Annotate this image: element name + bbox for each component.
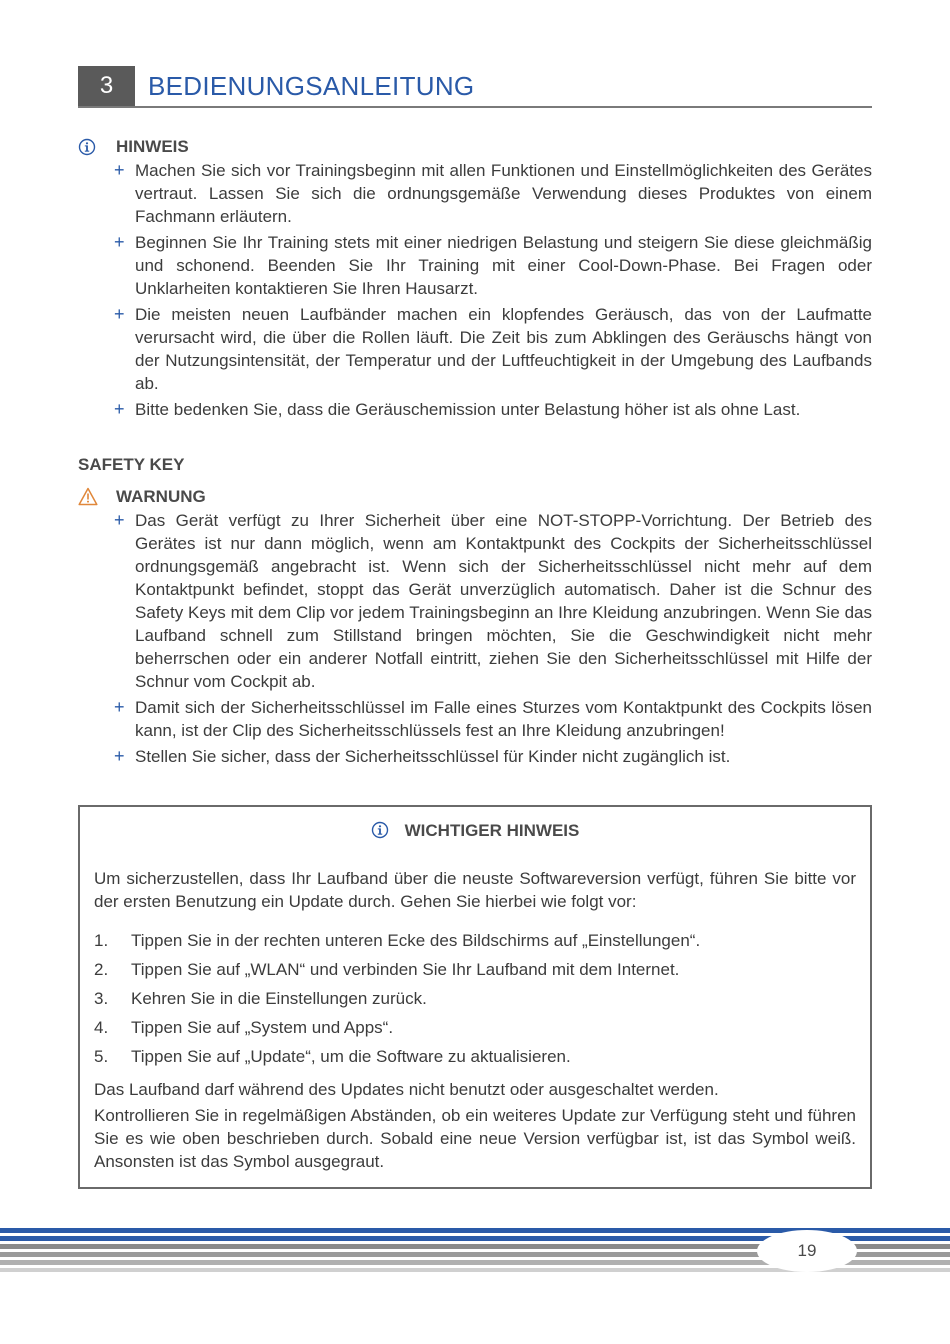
step-item [94,1045,856,1068]
list-item-text: Machen Sie sich vor Trainingsbeginn mit allen Funktionen und Einstellmöglichkeiten des Gerätes vertraut. Lassen Sie sich die ordnungsgemäße Verwendung dieses Produktes von einem Fachmann erläutern. [135,161,872,226]
list-item-text: Bitte bedenken Sie, dass die Geräuschemission unter Belastung höher ist als ohne Last. [135,400,801,419]
step-number: 4. [94,1018,109,1037]
step-number: 1. [94,931,109,950]
step-item [94,929,856,952]
step-number: 5. [94,1047,109,1066]
step-number: 2. [94,960,109,979]
list-item-text: Die meisten neuen Laufbänder machen ein klopfendes Geräusch, das von der Laufmatte verursacht wird, die über die Rollen läuft. Die Zeit bis zum Abklingen des Geräuschs hängt von der Nutzungsintensität, der Temperatur und der Luftfeuchtigkeit in der Umgebung des Laufbands ab. [135,305,872,393]
plus-bullet-icon: + [114,399,125,419]
step-text: Kehren Sie in die Einstellungen zurück. [131,989,427,1008]
hinweis-list [78,159,872,421]
plus-bullet-icon: + [114,160,125,180]
list-item-text: Das Gerät verfügt zu Ihrer Sicherheit über eine NOT-STOPP-Vorrichtung. Der Betrieb des Gerätes ist nur dann möglich, wenn am Kontaktpunkt des Cockpits der Sicherheitsschlüssel ordnungsgemäß angebracht ist. Wenn sich der Sicherheitsschlüssel nicht mehr auf dem Kontaktpunkt befindet, stoppt das Gerät unverzüglich automatisch. Daher ist die Schnur des Safety Keys mit dem Clip vor jedem Trainingsbeginn an Ihre Kleidung anzubringen. Wenn Sie das Laufband schnell zum Stillstand bringen möchten, Sie die Geschwindigkeit nicht mehr beherrschen oder ein anderer Notfall eintritt, ziehen Sie den Sicherheitsschlüssel mit Hilfe der Schnur vom Cockpit ab. [135,511,872,691]
plus-bullet-icon: + [114,304,125,324]
chapter-number: 3 [78,66,135,106]
list-item [78,398,872,421]
safety-key-section [78,453,872,771]
list-item-text: Damit sich der Sicherheitsschlüssel im Falle eines Sturzes vom Kontaktpunkt des Cockpits lösen kann, ist der Clip des Sicherheitsschlüssels fest an Ihre Kleidung anzubringen! [135,698,872,740]
page-number: 19 [757,1230,857,1272]
important-note-1: Das Laufband darf während des Updates nicht benutzt oder ausgeschaltet werden. [94,1080,719,1099]
step-text: Tippen Sie auf „System und Apps“. [131,1018,394,1037]
step-number: 3. [94,989,109,1008]
important-notice-box [78,805,872,1189]
warning-header [78,485,872,509]
info-icon [78,138,96,156]
safety-key-heading: SAFETY KEY [78,455,185,474]
warning-title: WARNUNG [116,487,206,506]
step-item [94,987,856,1010]
warning-triangle-icon [78,487,98,506]
update-steps [94,929,856,1068]
hinweis-section [78,135,872,424]
list-item [78,745,872,768]
step-item [94,958,856,981]
important-notice-title: WICHTIGER HINWEIS [404,821,580,840]
list-item [78,303,872,395]
step-item [94,1016,856,1039]
chapter-title: BEDIENUNGSANLEITUNG [148,71,475,101]
important-note-2: Kontrollieren Sie in regelmäßigen Abständen, ob ein weiteres Update zur Verfügung steht und führen Sie es wie oben beschrieben durch. Sobald eine neue Version verfügbar ist, ist das Symbol weiß. Ansonsten ist das Symbol ausgegraut. [94,1106,856,1171]
plus-bullet-icon: + [114,232,125,252]
important-intro: Um sicherzustellen, dass Ihr Laufband über die neuste Softwareversion verfügt, führen Sie bitte vor der ersten Benutzung ein Update durch. Gehen Sie hierbei wie folgt vor: [94,869,856,911]
list-item [78,159,872,228]
step-text: Tippen Sie in der rechten unteren Ecke des Bildschirms auf „Einstellungen“. [131,931,701,950]
safety-list [78,509,872,768]
hinweis-title: HINWEIS [116,137,189,156]
list-item [78,231,872,300]
plus-bullet-icon: + [114,510,125,530]
list-item [78,509,872,693]
list-item-text: Stellen Sie sicher, dass der Sicherheitsschlüssel für Kinder nicht zugänglich ist. [135,747,731,766]
important-notice-header [94,819,856,843]
info-icon [371,821,389,839]
chapter-header [78,66,872,108]
step-text: Tippen Sie auf „WLAN“ und verbinden Sie Ihr Laufband mit dem Internet. [131,960,680,979]
list-item [78,696,872,742]
hinweis-header [78,135,872,159]
plus-bullet-icon: + [114,746,125,766]
step-text: Tippen Sie auf „Update“, um die Software zu aktualisieren. [131,1047,571,1066]
plus-bullet-icon: + [114,697,125,717]
list-item-text: Beginnen Sie Ihr Training stets mit einer niedrigen Belastung und steigern Sie diese gleichmäßig und schonend. Beenden Sie Ihr Training mit einer Cool-Down-Phase. Bei Fragen oder Unklarheiten kontaktieren Sie Ihren Hausarzt. [135,233,872,298]
